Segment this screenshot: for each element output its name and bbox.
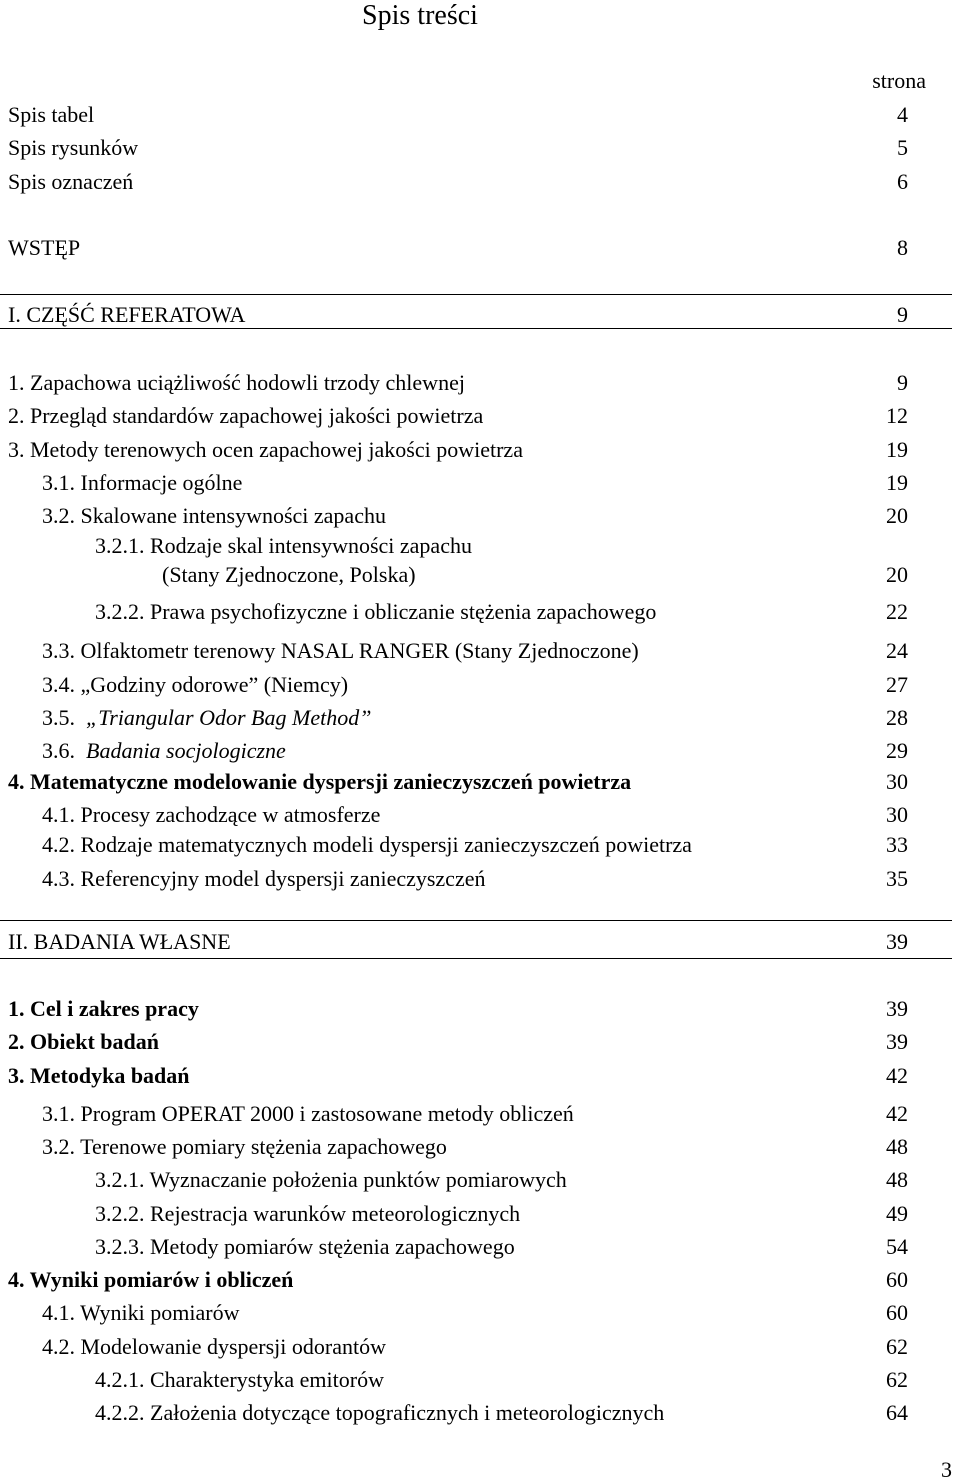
toc-entry[interactable]: WSTĘP xyxy=(8,235,81,260)
section-divider xyxy=(0,958,952,959)
toc-entry[interactable] xyxy=(42,738,286,764)
toc-entry[interactable]: I. CZĘŚĆ REFERATOWA xyxy=(8,302,246,327)
toc-entry[interactable]: 3. Metodyka badań xyxy=(8,1063,190,1088)
toc-entry[interactable]: 3.1. Informacje ogólne xyxy=(42,470,243,495)
toc-entry[interactable]: 4.2. Modelowanie dyspersji odorantów xyxy=(42,1334,386,1359)
toc-page: 19 xyxy=(886,437,908,462)
page-column-header: strona xyxy=(872,68,926,93)
toc-page: 39 xyxy=(886,929,908,954)
toc-page: 49 xyxy=(886,1201,908,1226)
toc-page: 22 xyxy=(886,599,908,624)
toc-page: 20 xyxy=(886,562,908,587)
toc-entry[interactable]: 3.2.2. Prawa psychofizyczne i obliczanie stężenia zapachowego xyxy=(95,599,657,624)
toc-page: 33 xyxy=(886,832,908,857)
section-divider xyxy=(0,920,952,921)
page-title: Spis treści xyxy=(362,0,478,31)
toc-entry[interactable]: 3.4. „Godziny odorowe” (Niemcy) xyxy=(42,672,349,697)
toc-entry[interactable]: 2. Przegląd standardów zapachowej jakości powietrza xyxy=(8,403,484,428)
toc-page: 64 xyxy=(886,1400,908,1425)
toc-entry[interactable]: 4.1. Procesy zachodzące w atmosferze xyxy=(42,802,381,827)
toc-page: 12 xyxy=(886,403,908,428)
toc-page: 42 xyxy=(886,1101,908,1126)
toc-page: 39 xyxy=(886,996,908,1021)
toc-entry[interactable]: 3.2.1. Rodzaje skal intensywności zapachu xyxy=(95,533,472,558)
toc-entry-title: Badania socjologiczne xyxy=(86,738,286,763)
toc-page: 60 xyxy=(886,1300,908,1325)
toc-page: 19 xyxy=(886,470,908,495)
toc-entry[interactable]: Spis rysunków xyxy=(8,135,139,160)
toc-page: 48 xyxy=(886,1167,908,1192)
toc-entry[interactable]: 4. Wyniki pomiarów i obliczeń xyxy=(8,1267,294,1292)
toc-entry[interactable]: 4. Matematyczne modelowanie dyspersji zanieczyszczeń powietrza xyxy=(8,769,632,794)
toc-entry[interactable]: 2. Obiekt badań xyxy=(8,1029,159,1054)
toc-page: 54 xyxy=(886,1234,908,1259)
toc-page: 62 xyxy=(886,1367,908,1392)
toc-page: 39 xyxy=(886,1029,908,1054)
toc-entry[interactable]: Spis oznaczeń xyxy=(8,169,134,194)
toc-page: 60 xyxy=(886,1267,908,1292)
toc-entry[interactable]: Spis tabel xyxy=(8,102,95,127)
toc-page: 4 xyxy=(897,102,908,127)
toc-entry[interactable]: 4.2.2. Założenia dotyczące topograficznych i meteorologicznych xyxy=(95,1400,665,1425)
toc-entry-title: „Triangular Odor Bag Method” xyxy=(86,705,372,730)
toc-entry[interactable] xyxy=(42,705,371,731)
toc-entry[interactable]: 3.3. Olfaktometr terenowy NASAL RANGER (Stany Zjednoczone) xyxy=(42,638,639,663)
toc-page: 6 xyxy=(897,169,908,194)
toc-page: 27 xyxy=(886,672,908,697)
toc-page: 29 xyxy=(886,738,908,763)
toc-page: 35 xyxy=(886,866,908,891)
toc-page: 9 xyxy=(897,302,908,327)
toc-entry[interactable]: 4.1. Wyniki pomiarów xyxy=(42,1300,240,1325)
toc-entry[interactable]: 3.2.1. Wyznaczanie położenia punktów pomiarowych xyxy=(95,1167,567,1192)
toc-page: 62 xyxy=(886,1334,908,1359)
toc-entry-number: 3.5. xyxy=(42,705,75,730)
section-divider xyxy=(0,294,952,295)
toc-entry[interactable]: 3. Metody terenowych ocen zapachowej jakości powietrza xyxy=(8,437,523,462)
toc-entry[interactable]: II. BADANIA WŁASNE xyxy=(8,929,231,954)
toc-entry[interactable]: 4.2. Rodzaje matematycznych modeli dyspersji zanieczyszczeń powietrza xyxy=(42,832,692,857)
toc-page: 48 xyxy=(886,1134,908,1159)
toc-page: 42 xyxy=(886,1063,908,1088)
toc-page: 28 xyxy=(886,705,908,730)
toc-page: 9 xyxy=(897,370,908,395)
toc-entry[interactable]: 3.2.2. Rejestracja warunków meteorologicznych xyxy=(95,1201,521,1226)
toc-entry[interactable]: 3.2. Terenowe pomiary stężenia zapachowego xyxy=(42,1134,447,1159)
toc-entry[interactable]: 4.2.1. Charakterystyka emitorów xyxy=(95,1367,384,1392)
toc-page: 8 xyxy=(897,235,908,260)
toc-entry[interactable]: 3.2.3. Metody pomiarów stężenia zapachowego xyxy=(95,1234,515,1259)
page-number: 3 xyxy=(941,1457,952,1482)
toc-page: 20 xyxy=(886,503,908,528)
section-divider xyxy=(0,328,952,329)
toc-page: 5 xyxy=(897,135,908,160)
toc-entry[interactable]: 4.3. Referencyjny model dyspersji zanieczyszczeń xyxy=(42,866,486,891)
toc-entry-continuation[interactable]: (Stany Zjednoczone, Polska) xyxy=(162,562,416,587)
toc-entry[interactable]: 3.1. Program OPERAT 2000 i zastosowane metody obliczeń xyxy=(42,1101,574,1126)
toc-page: 24 xyxy=(886,638,908,663)
toc-page: 30 xyxy=(886,802,908,827)
toc-entry[interactable]: 1. Zapachowa uciążliwość hodowli trzody chlewnej xyxy=(8,370,465,395)
toc-entry[interactable]: 1. Cel i zakres pracy xyxy=(8,996,199,1021)
toc-entry[interactable]: 3.2. Skalowane intensywności zapachu xyxy=(42,503,386,528)
toc-page: 30 xyxy=(886,769,908,794)
toc-entry-number: 3.6. xyxy=(42,738,75,763)
